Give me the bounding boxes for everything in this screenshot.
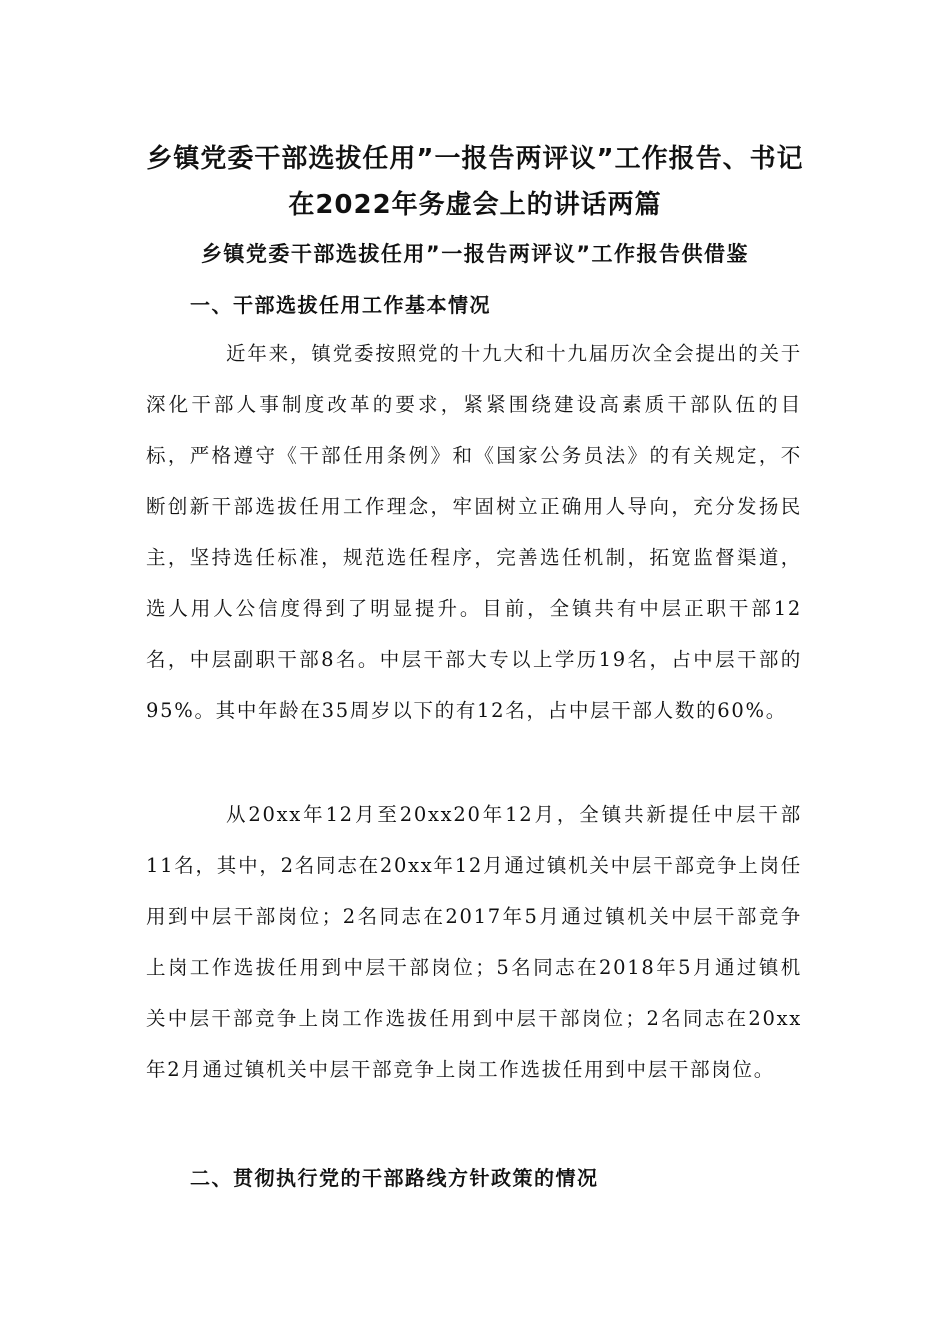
section-heading-1: 一、干部选拔任用工作基本情况 [190, 293, 491, 317]
document-title-line1: 乡镇党委干部选拔任用”一报告两评议”工作报告、书记 [146, 144, 804, 174]
document-subtitle: 乡镇党委干部选拔任用”一报告两评议”工作报告供借鉴 [200, 242, 750, 266]
paragraph-2: 从20xx年12月至20xx20年12月，全镇共新提任中层干部11名，其中，2名同志在20xx年12月通过镇机关中层干部竞争上岗任用到中层干部岗位；2名同志在2017年5月通过镇机关中层干部竞争上岗工作选拔任用到中层干部岗位；5名同志在2018年5月通过镇机关中层干部竞争上岗工作选拔任用到中层干部岗位；2名同志在20xx年2月通过镇机关中层干部竞争上岗工作选拔任用到中层干部岗位。 [146, 803, 802, 1081]
paragraph-1: 近年来，镇党委按照党的十九大和十九届历次全会提出的关于深化干部人事制度改革的要求，紧紧围绕建设高素质干部队伍的目标，严格遵守《干部任用条例》和《国家公务员法》的有关规定，不断创新干部选拔任用工作理念，牢固树立正确用人导向，充分发扬民主，坚持选任标准，规范选任程序，完善选任机制，拓宽监督渠道，选人用人公信度得到了明显提升。目前，全镇共有中层正职干部12名，中层副职干部8名。中层干部大专以上学历19名，占中层干部的95%。其中年龄在35周岁以下的有12名，占中层干部人数的60%。 [146, 342, 802, 722]
section-heading-2: 二、贯彻执行党的干部路线方针政策的情况 [190, 1166, 599, 1190]
document-title-line2: 在2022年务虚会上的讲话两篇 [288, 190, 662, 220]
